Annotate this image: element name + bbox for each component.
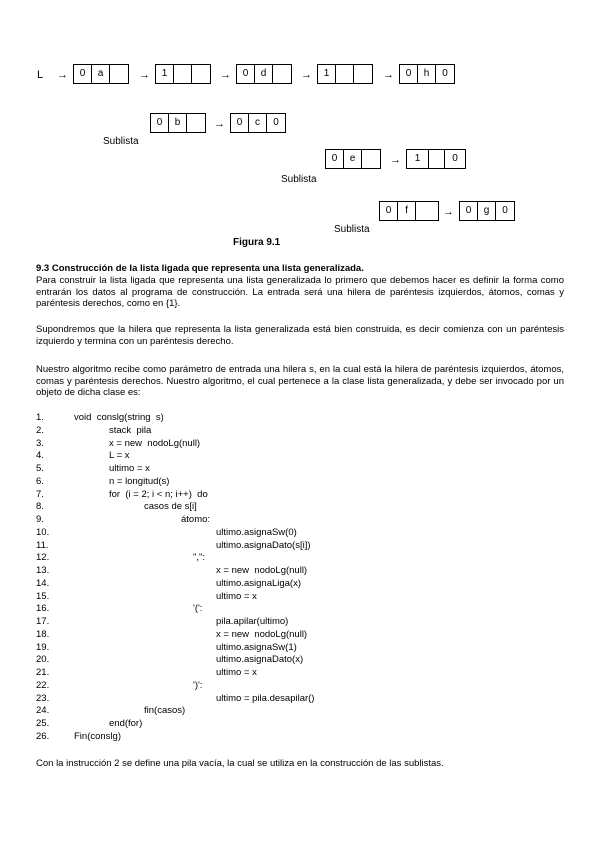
code-line-number: 15. (36, 590, 50, 602)
code-line (36, 693, 566, 705)
node-cell: 0 (237, 65, 255, 83)
code-line-text: ultimo.asignaSw(1) (216, 641, 297, 653)
code-line (36, 718, 566, 730)
code-line (36, 629, 566, 641)
arrow-icon: → (443, 206, 454, 218)
code-line-number: 5. (36, 463, 44, 474)
code-line-text: Fin(conslg) (74, 730, 121, 742)
code-line-text: ",": (193, 552, 206, 564)
code-line-text: ultimo.asignaLiga(x) (216, 577, 302, 589)
node-cell: 0 (74, 65, 92, 83)
code-line-text: x = new nodoLg(null) (109, 437, 201, 449)
code-line-text: for (i = 2; i < n; i++) do (109, 488, 208, 500)
list-node (230, 113, 286, 133)
code-line (36, 540, 566, 552)
node-cell: 0 (380, 202, 398, 220)
node-cell: b (169, 114, 187, 132)
code-line-number: 26. (36, 730, 50, 742)
code-line-text: x = new nodoLg(null) (216, 565, 308, 576)
node-cell (354, 65, 372, 83)
code-line-text: pila.apilar(ultimo) (216, 616, 289, 627)
code-line-text: ')': (193, 679, 203, 691)
list-node (399, 64, 455, 84)
code-line-text: ultimo.asignaDato(x) (216, 654, 304, 666)
code-line (36, 591, 566, 603)
node-cell (429, 150, 445, 168)
code-line-number: 4. (36, 450, 44, 462)
code-line-text: end(for) (109, 718, 143, 729)
node-cell (362, 150, 380, 168)
code-line-number: 25. (36, 718, 50, 729)
code-line (36, 565, 566, 577)
code-line-text: ultimo = x (216, 667, 257, 678)
node-cell (336, 65, 354, 83)
node-cell (416, 202, 438, 220)
code-line-number: 17. (36, 616, 50, 627)
code-line (36, 667, 566, 679)
node-cell: 1 (318, 65, 336, 83)
code-line (36, 731, 566, 743)
code-line-text: ultimo.asignaSw(0) (216, 526, 297, 538)
code-line (36, 412, 566, 424)
sublista-label: Sublista (103, 136, 139, 147)
code-line-text: ultimo = x (216, 590, 257, 602)
code-line-number: 6. (36, 475, 44, 487)
code-line-number: 23. (36, 692, 50, 704)
code-line-text: átomo: (181, 514, 211, 525)
code-line-text: ultimo.asignaDato(s[i]) (216, 539, 311, 551)
node-cell: 0 (273, 117, 279, 128)
code-line-number: 18. (36, 628, 50, 640)
node-cell: h (418, 65, 436, 83)
code-line (36, 603, 566, 615)
node-cell: 1 (156, 65, 174, 83)
code-line-text: ultimo = pila.desapilar() (216, 692, 315, 704)
code-line-text: x = new nodoLg(null) (216, 628, 308, 640)
code-line-number: 10. (36, 526, 50, 538)
code-line (36, 425, 566, 437)
code-line-number: 8. (36, 501, 44, 513)
list-node (155, 64, 211, 84)
node-cell: d (255, 65, 273, 83)
code-line-number: 3. (36, 437, 44, 449)
node-cell: 0 (452, 153, 458, 164)
arrow-icon: → (139, 69, 150, 81)
code-line (36, 705, 566, 717)
node-cell (110, 65, 128, 83)
code-line (36, 616, 566, 628)
closing-paragraph: Con la instrucción 2 se define una pila vacía, la cual se utiliza en la construcción de las sublistas. (36, 758, 444, 769)
code-line-number: 7. (36, 488, 44, 500)
node-cell: e (344, 150, 362, 168)
code-line-number: 2. (36, 424, 44, 436)
arrow-icon: → (383, 69, 394, 81)
node-cell: 0 (326, 150, 344, 168)
node-cell (187, 114, 205, 132)
paragraph: Nuestro algoritmo recibe como parámetro de entrada una hilera s, en la cual está la hilera de paréntesis izquierdos, átomos, comas y paréntesis derechos. Nuestro algoritmo, el cual pertenece a la clase lista generalizada, y debe ser invocado por un objeto de dicha clase es: (36, 364, 564, 398)
code-line-number: 19. (36, 641, 50, 653)
node-cell (174, 65, 192, 83)
code-line-number: 16. (36, 603, 50, 615)
node-cell: 0 (460, 202, 478, 220)
node-cell (192, 65, 210, 83)
code-line-number: 11. (36, 539, 49, 551)
list-label: L (37, 69, 44, 81)
node-cell (273, 65, 291, 83)
code-line (36, 501, 566, 513)
code-line-number: 14. (36, 577, 50, 589)
sublista-label: Sublista (281, 174, 317, 185)
code-line-text: L = x (109, 450, 130, 462)
code-line-text: ultimo = x (109, 463, 150, 474)
code-line (36, 438, 566, 450)
code-line (36, 514, 566, 526)
list-node (379, 201, 439, 221)
arrow-icon: → (57, 69, 68, 81)
list-node (406, 149, 466, 169)
code-line-number: 20. (36, 654, 50, 666)
code-line (36, 642, 566, 654)
code-line (36, 527, 566, 539)
code-line-number: 22. (36, 679, 50, 691)
node-cell: c (249, 114, 267, 132)
code-line-text: fin(casos) (144, 705, 186, 717)
list-node (73, 64, 129, 84)
list-node (325, 149, 381, 169)
code-line-text: casos de s[i] (144, 501, 197, 513)
node-cell: g (478, 202, 496, 220)
node-cell: 0 (502, 205, 508, 216)
arrow-icon: → (390, 154, 401, 166)
code-line-number: 9. (36, 514, 44, 525)
paragraph: Para construir la lista ligada que representa una lista generalizada lo primero que debemos hacer es definir la forma como entrarán los datos al programa de construcción. La entrada será una hilera de paréntesis izquierdos, átomos, comas y paréntesis derechos, como en {1}. (36, 275, 564, 309)
code-line-text: '(': (193, 603, 203, 615)
code-line (36, 476, 566, 488)
list-node (150, 113, 206, 133)
code-line-number: 12. (36, 552, 50, 564)
figure-caption: Figura 9.1 (233, 237, 281, 248)
list-node (236, 64, 292, 84)
code-line (36, 654, 566, 666)
node-cell: 0 (442, 68, 448, 79)
code-line (36, 450, 566, 462)
code-line-text: void conslg(string s) (74, 412, 164, 423)
node-cell: 1 (407, 150, 429, 168)
arrow-icon: → (301, 69, 312, 81)
node-cell: 0 (151, 114, 169, 132)
code-line (36, 552, 566, 564)
paragraph: Supondremos que la hilera que representa la lista generalizada está bien construida, es decir comienza con un paréntesis izquierdo y termina con un paréntesis derecho. (36, 324, 564, 347)
code-line-number: 1. (36, 412, 44, 423)
node-cell: 0 (231, 114, 249, 132)
code-line (36, 463, 566, 475)
section-title: 9.3 Construcción de la lista ligada que representa una lista generalizada. (36, 263, 364, 274)
list-node (317, 64, 373, 84)
code-line-text: n = longitud(s) (109, 475, 170, 487)
arrow-icon: → (214, 118, 225, 130)
sublista-label: Sublista (334, 224, 370, 235)
node-cell: a (92, 65, 110, 83)
node-cell: f (398, 202, 416, 220)
code-line-number: 21. (36, 667, 50, 678)
code-line (36, 489, 566, 501)
code-line-number: 13. (36, 565, 50, 576)
arrow-icon: → (220, 69, 231, 81)
node-cell: 0 (400, 65, 418, 83)
code-line (36, 578, 566, 590)
code-line-number: 24. (36, 705, 50, 717)
code-line-text: stack pila (109, 424, 152, 436)
code-line (36, 680, 566, 692)
list-node (459, 201, 515, 221)
